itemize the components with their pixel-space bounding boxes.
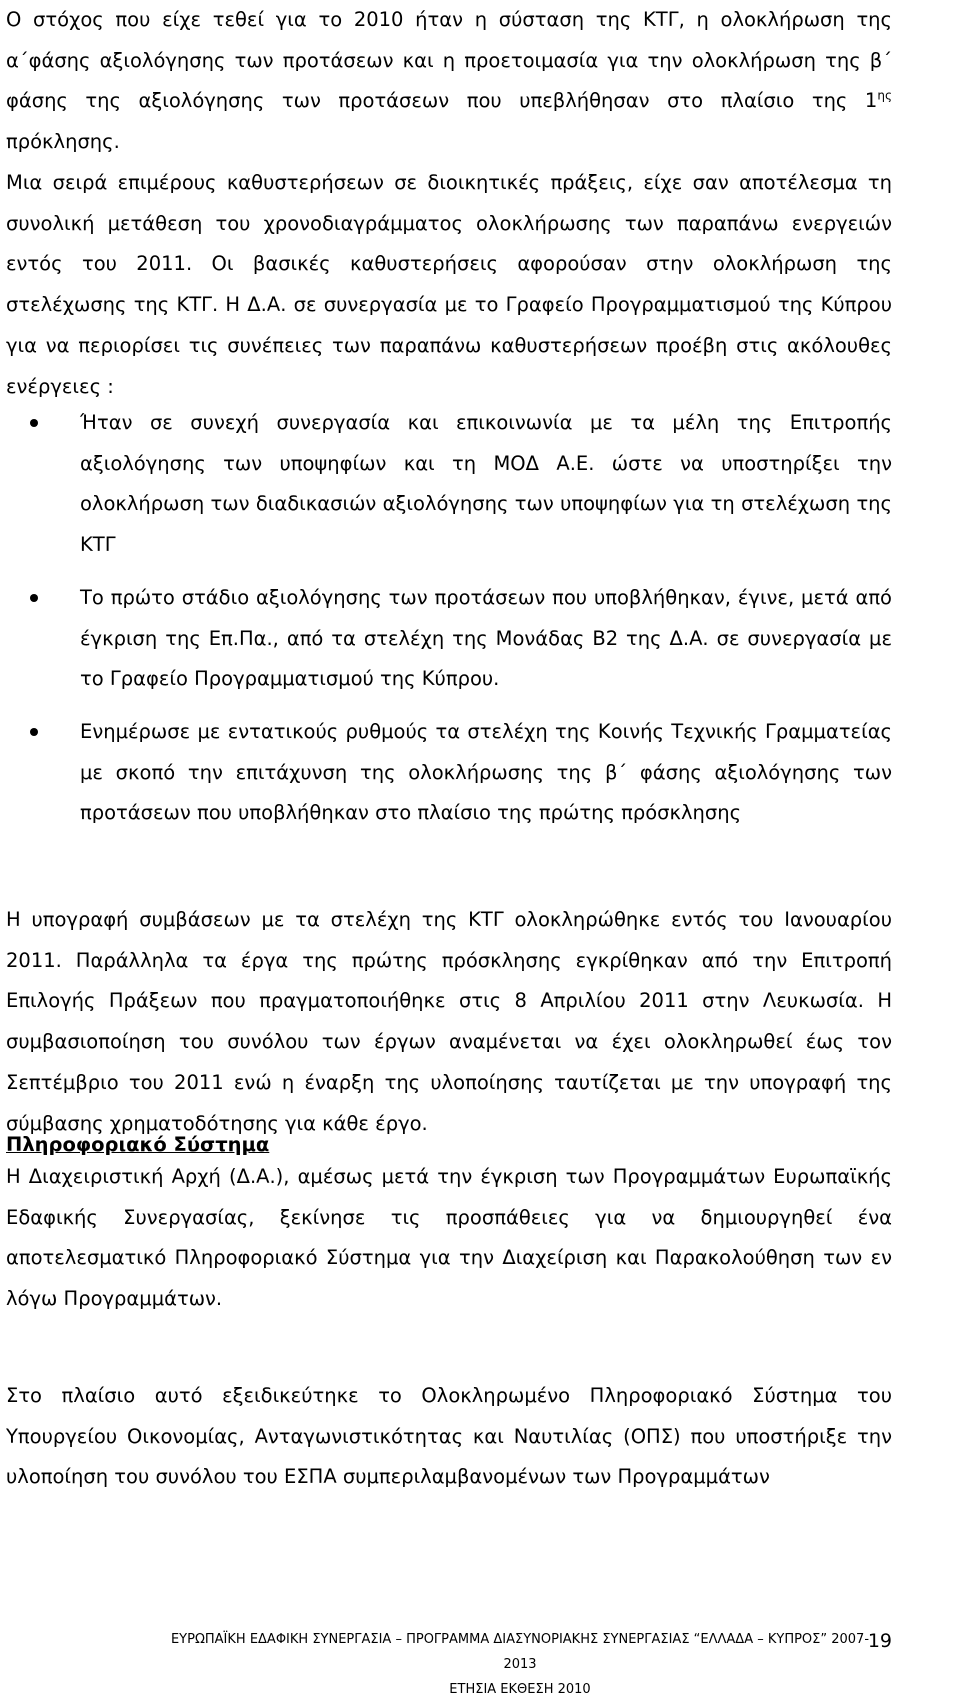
bullet-icon <box>30 594 38 602</box>
ops-paragraph: Στο πλαίσιο αυτό εξειδικεύτηκε το Ολοκληρωμένο Πληροφοριακό Σύστημα του Υπουργείου Οικονομίας, Ανταγωνιστικότητας και Ναυτιλίας (ΟΠΣ) που υποστήριξε την υλοποίηση του συνόλου του ΕΣΠΑ συμπεριλαμβανομένων των Προγραμμάτων <box>6 1384 892 1489</box>
contracts-paragraph: Η υπογραφή συμβάσεων με τα στελέχη της ΚΤΓ ολοκληρώθηκε εντός του Ιανουαρίου 2011. Παράλληλα τα έργα της πρώτης πρόσκλησης εγκρίθηκαν από την Επιτροπή Επιλογής Πράξεων που πραγματοποιήθηκε στις 8 Απριλίου 2011 στην Λευκωσία. Η συμβασιοποίηση του συνόλου των έργων αναμένεται να έχει ολοκληρωθεί έως τον Σεπτέμβριο του 2011 ενώ η έναρξη της υλοποίησης ταυτίζεται με την υπογραφή της σύμβασης χρηματοδότησης για κάθε έργο. <box>6 908 892 1135</box>
intro-superscript: ης <box>877 88 892 103</box>
delays-paragraph-block <box>6 163 892 407</box>
footer-program-title: ΕΥΡΩΠΑΪΚΗ ΕΔΑΦΙΚΗ ΣΥΝΕΡΓΑΣΙΑ – ΠΡΟΓΡΑΜΜΑ ΔΙΑΣΥΝΟΡΙΑΚΗΣ ΣΥΝΕΡΓΑΣΙΑΣ “ΕΛΛΑΔΑ – ΚΥΠΡΟΣ” 2007-2013 <box>170 1632 870 1672</box>
bullet-icon <box>30 728 38 736</box>
delays-paragraph: Μια σειρά επιμέρους καθυστερήσεων σε διοικητικές πράξεις, είχε σαν αποτέλεσμα τη συνολική μετάθεση του χρονοδιαγράμματος ολοκλήρωσης των παραπάνω ενεργειών εντός του 2011. Οι βασικές καθυστερήσεις αφορούσαν στην ολοκλήρωση της στελέχωσης της ΚΤΓ. Η Δ.Α. σε συνεργασία με το Γραφείο Προγραμματισμού της Κύπρου για να περιορίσει τις συνέπειες των παραπάνω καθυστερήσεων προέβη στις ακόλουθες ενέργειες : <box>6 171 892 398</box>
intro-paragraph-block <box>6 0 892 163</box>
ops-paragraph-block <box>6 1376 892 1498</box>
list-item <box>30 403 892 566</box>
list-item-text: Ήταν σε συνεχή συνεργασία και επικοινωνία με τα μέλη της Επιτροπής αξιολόγησης των υποψηφίων και τη ΜΟΔ Α.Ε. ώστε να υποστηρίξει την ολοκλήρωση των διαδικασιών αξιολόγησης των υποψηφίων για τη στελέχωση της ΚΤΓ <box>80 411 892 557</box>
intro-paragraph <box>6 0 892 163</box>
footer-report-title: ΕΤΗΣΙΑ ΕΚΘΕΣΗ 2010 <box>449 1682 591 1697</box>
page-number: 19 <box>867 1630 892 1652</box>
intro-text-end: πρόκλησης. <box>6 130 120 154</box>
info-system-paragraph: Η Διαχειριστική Αρχή (Δ.Α.), αμέσως μετά την έγκριση των Προγραμμάτων Ευρωπαϊκής Εδαφικής Συνεργασίας, ξεκίνησε τις προσπάθειες για να δημιουργηθεί ένα αποτελεσματικό Πληροφοριακό Σύστημα για την Διαχείριση και Παρακολούθηση των εν λόγω Προγραμμάτων. <box>6 1165 892 1311</box>
intro-text: Ο στόχος που είχε τεθεί για το 2010 ήταν η σύσταση της ΚΤΓ, η ολοκλήρωση της α΄φάσης αξιολόγησης των προτάσεων και η προετοιμασία για την ολοκλήρωση της β΄ φάσης της αξιολόγησης των προτάσεων που υπεβλήθησαν στο πλαίσιο της 1 <box>6 8 892 113</box>
bullet-icon <box>30 419 38 427</box>
section-heading: Πληροφοριακό Σύστημα <box>6 1133 270 1156</box>
contracts-paragraph-block <box>6 900 892 1144</box>
info-system-paragraph-block <box>6 1157 892 1320</box>
list-item <box>30 712 892 834</box>
actions-list <box>30 403 892 834</box>
page-footer <box>160 1627 880 1702</box>
list-item-text: Ενημέρωσε με εντατικούς ρυθμούς τα στελέχη της Κοινής Τεχνικής Γραμματείας με σκοπό την επιτάχυνση της ολοκλήρωσης της β΄ φάσης αξιολόγησης των προτάσεων που υποβλήθηκαν στο πλαίσιο της πρώτης πρόσκλησης <box>80 719 892 825</box>
list-item-text: Το πρώτο στάδιο αξιολόγησης των προτάσεων που υποβλήθηκαν, έγινε, μετά από έγκριση της Επ.Πα., από τα στελέχη της Μονάδας Β2 της Δ.Α. σε συνεργασία με το Γραφείο Προγραμματισμού της Κύπρου. <box>80 585 892 691</box>
list-item <box>30 578 892 700</box>
